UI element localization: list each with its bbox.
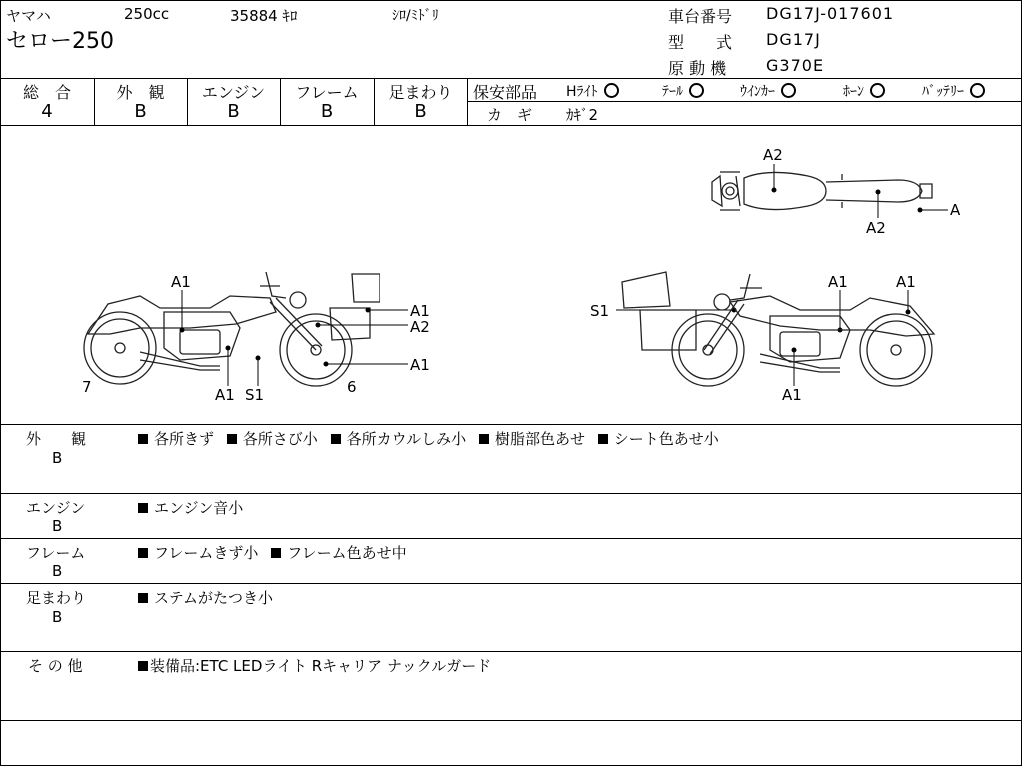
label-s1-right: S1 [590,302,610,320]
suspension-label: 足まわり [388,83,453,102]
detail-suspension-label: 足まわり [26,589,87,607]
safety-battery: ﾊﾞｯﾃﾘｰ [922,81,985,101]
motorcycle-right-side-diagram [620,270,940,390]
detail-engine-grade: B [52,517,63,535]
label-7: 7 [82,378,92,396]
detail-exterior-items: 各所きず 各所さび小 各所カウルしみ小 樹脂部色あせ シート色あせ小 [138,428,719,449]
detail-frame-items: フレームきず小 フレーム色あせ中 [138,542,407,563]
divider [0,720,1022,721]
suspension-grade: B [414,101,427,122]
label-a-right: A [950,201,961,219]
label-a2-top-bottom: A2 [866,219,886,237]
frame-no-label: 車台番号 [668,7,733,26]
label-a1-rear: A1 [410,356,430,374]
safety-winker: ｳｲﾝｶｰ [740,81,796,101]
detail-engine-label: エンジン [26,499,86,517]
frame-label: フレーム [295,83,359,102]
model-name: セロー250 [6,29,114,54]
detail-engine-items: エンジン音小 [138,497,243,518]
exterior-grade: B [134,101,147,122]
safety-tail: ﾃｰﾙ [662,81,704,101]
exterior-label: 外 観 [116,83,165,102]
engine-model: G370E [766,56,825,75]
bullet-icon [479,434,489,444]
label-6: 6 [347,378,357,396]
engine-label: エンジン [201,83,266,102]
label-a1-bottom: A1 [215,386,235,404]
motorcycle-top-view-diagram [708,166,938,216]
detail-frame-grade: B [52,562,63,580]
key-label: カ ギ [487,106,533,124]
label-a1-right-top1: A1 [828,273,848,291]
divider [0,493,1022,494]
safety-label: 保安部品 [473,83,538,102]
divider [0,583,1022,584]
detail-other-items: 装備品:ETC LEDライト Rキャリア ナックルガード [138,655,491,676]
type-value: DG17J [766,30,821,49]
frame-grade: B [320,101,334,122]
mileage: 35884 ｷﾛ [230,7,298,25]
bullet-icon [598,434,608,444]
overall-label: 総 合 [22,83,71,102]
overall-grade: 4 [41,101,53,122]
engine-grade: B [227,101,240,122]
label-a2-box: A2 [410,318,430,336]
type-label: 型 式 [668,33,733,52]
bullet-icon [138,548,148,558]
color: ｼﾛ/ﾐﾄﾞﾘ [392,8,439,24]
detail-frame-label: フレーム [26,544,86,562]
key-value: ｶｷﾞ2 [566,106,599,124]
label-a1-tank: A1 [171,273,191,291]
engine-model-label: 原 動 機 [668,59,727,78]
bullet-icon [331,434,341,444]
detail-other-label: そ の 他 [28,657,83,675]
bullet-icon [138,434,148,444]
bullet-icon [138,661,148,671]
safety-headlight: Hﾗｲﾄ [566,81,619,101]
detail-suspension-items: ステムがたつき小 [138,587,273,608]
bullet-icon [138,593,148,603]
bullet-icon [227,434,237,444]
bullet-icon [138,503,148,513]
divider [0,651,1022,652]
displacement: 250cc [124,5,170,23]
label-a1-right-bottom: A1 [782,386,802,404]
label-a1-box: A1 [410,302,430,320]
bullet-icon [271,548,281,558]
detail-exterior-label: 外 観 [26,430,87,448]
maker: ヤマハ [6,7,51,25]
label-s1-bottom: S1 [245,386,265,404]
safety-horn: ﾎｰﾝ [843,81,885,101]
divider [0,538,1022,539]
label-a1-right-top2: A1 [896,273,916,291]
detail-suspension-grade: B [52,608,63,626]
detail-exterior-grade: B [52,449,63,467]
frame-no: DG17J-017601 [766,4,895,23]
label-a2-top: A2 [763,146,783,164]
